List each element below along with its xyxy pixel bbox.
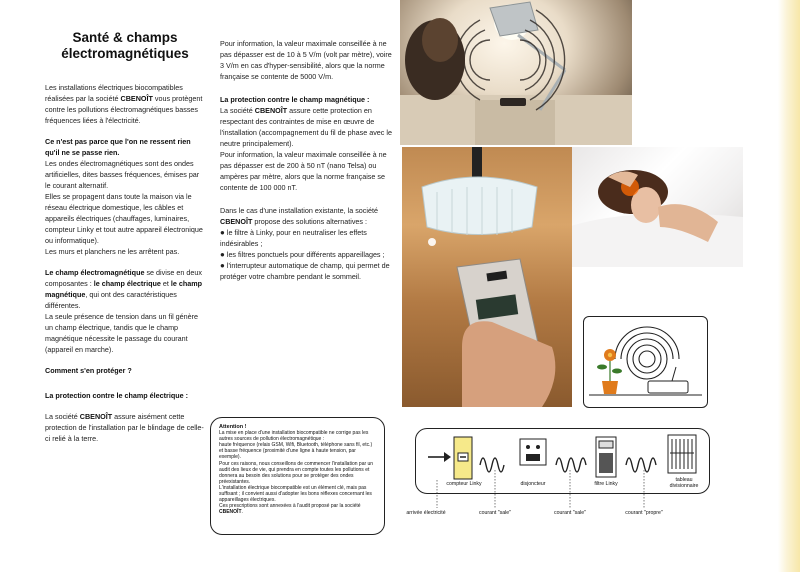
label-compteur: compteur Linky xyxy=(446,481,482,487)
electric-value-paragraph: Pour information, la valeur maximale conseillée à ne pas dépasser est de 10 à 5 V/m (volt par mètre), voire 3 V/m en cas d'hyper-sensibilité, alors que la norme française se contente de 5000 V/m. xyxy=(220,39,392,81)
tension-paragraph: La seule présence de tension dans un fil génère un champ électrique, tandis que le champ magnétique nécessite le passage du courant (appareil en marche). xyxy=(45,312,199,354)
attention-line xyxy=(219,503,376,515)
label-courant-sale-2: courant "sale" xyxy=(554,510,586,516)
attention-line: La mise en place d'une installation biocompatible ne corrige pas les autres sources de pollution électromagnétique : xyxy=(219,430,369,443)
walls-paragraph: Les murs et planchers ne les arrêtent pas. xyxy=(45,247,180,256)
magnetic-section xyxy=(220,94,392,193)
bullet-icon: ● xyxy=(220,228,225,237)
text-fragment: . xyxy=(241,509,243,516)
text-fragment: propose des solutions alternatives : xyxy=(252,217,368,226)
electric-protection-paragraph xyxy=(45,411,205,444)
electric-field-term: le champ électrique xyxy=(93,279,161,288)
propagation-paragraph: Elles se propagent dans toute la maison via le réseau électrique domestique, les câbles et appareils électriques (chauffages, luminaires, compteur Linky et tout autre appareil électronique ou informatique). xyxy=(45,192,203,245)
text-fragment: se divise en deux composantes : xyxy=(45,268,202,288)
column-left xyxy=(45,30,205,454)
intro-paragraph xyxy=(45,82,205,126)
bullet-text: les filtres ponctuels pour différents appareillages ; xyxy=(224,250,385,259)
heading-electric-protection: La protection contre le champ électrique : xyxy=(45,391,188,400)
bullet-linky-filter xyxy=(220,227,392,249)
bullet-icon: ● xyxy=(220,261,225,270)
alternatives-section xyxy=(220,205,392,282)
bullet-text: l'interrupteur automatique de champ, qui permet de protéger votre chambre pendant le sommeil. xyxy=(220,261,390,281)
desk-lamp-photo xyxy=(400,0,632,145)
page-edge-decoration xyxy=(778,0,800,572)
waves-paragraph: Les ondes électromagnétiques sont des ondes artificielles, dites basses fréquences, émises par le courant alternatif. xyxy=(45,159,200,190)
meter-illustration xyxy=(402,147,572,407)
page-title: Santé & champs électromagnétiques xyxy=(61,30,189,61)
attention-line: L'installation électrique biocompatible est un élément clé, mais pas suffisant ; il convient aussi d'adopter les bons réflexes concernant les appareillages électriques. xyxy=(219,484,372,504)
text-fragment: Ces prescriptions sont annexées à l'audit proposé par la société xyxy=(219,503,361,510)
attention-title: Attention ! xyxy=(219,424,247,430)
electric-circuit-diagram xyxy=(415,428,710,494)
label-courant-propre: courant "propre" xyxy=(625,510,663,516)
label-arrivee: arrivée électricité xyxy=(406,510,446,516)
bullet-point-filters xyxy=(220,249,392,260)
bullet-field-switch xyxy=(220,260,392,282)
emf-meter-photo xyxy=(402,147,572,407)
text-fragment: La société xyxy=(220,106,255,115)
text-fragment: La société xyxy=(45,412,80,421)
heading-how-protect: Comment s'en protéger ? xyxy=(45,366,132,375)
column-middle xyxy=(220,38,392,294)
magnetic-field-term: le champ magnétique xyxy=(45,279,203,299)
label-courant-sale-1: courant "sale" xyxy=(479,510,511,516)
field-components-paragraph xyxy=(45,267,205,355)
brand-name: CBENOÎT xyxy=(219,509,242,516)
brand-name: CBENOÎT xyxy=(254,106,288,115)
label-tableau: tableau divisionnaire xyxy=(669,477,699,489)
plant-router-illustration xyxy=(583,316,708,408)
attention-box xyxy=(210,417,385,535)
intro-text-end: vous protègent contre les pollutions électromagnétiques basses fréquences liées à l'électricité. xyxy=(45,94,203,125)
heading-nothing-felt: Ce n'est pas parce que l'on ne ressent rien qu'il ne se passe rien. xyxy=(45,137,191,157)
heading-magnetic-protection: La protection contre le champ magnétique : xyxy=(220,95,370,104)
woman-illustration xyxy=(568,147,743,267)
text-fragment: Dans le cas d'une installation existante, la société xyxy=(220,206,378,215)
magnetic-value-paragraph: Pour information, la valeur maximale conseillée à ne pas dépasser est de 200 à 50 nT (nano Telsa) ou ampères par mètre, alors que la norme française se contente de 100 000 nT. xyxy=(220,150,387,192)
em-field-term: Le champ électromagnétique xyxy=(45,268,145,277)
intro-text-start: Les installations électriques biocompatibles réalisées par la société xyxy=(45,83,183,103)
brand-name: CBENOÎT xyxy=(79,412,113,421)
label-filtre: filtre Linky xyxy=(594,481,618,487)
brand-name: CBENOÎT xyxy=(220,217,253,226)
bullet-icon: ● xyxy=(220,250,225,259)
bullet-text: le filtre à Linky, pour en neutraliser les effets indésirables ; xyxy=(220,228,367,248)
section-one xyxy=(45,136,205,257)
text-fragment: assure cette protection en respectant des contraintes de mise en œuvre de l'installation (accompagnement du fil de phase avec le neutre principalement). xyxy=(220,106,392,148)
label-disjoncteur: disjoncteur xyxy=(520,481,546,487)
plant-wifi-icon xyxy=(584,317,707,407)
lamp-illustration xyxy=(400,0,632,145)
text-fragment: et xyxy=(160,279,171,288)
text-fragment: assure aisément cette protection de l'installation par le blindage de celle-ci relié à la terre. xyxy=(45,412,204,443)
brand-name: CBENOÎT xyxy=(120,94,153,103)
headache-woman-photo xyxy=(568,147,743,267)
attention-line: Pour ces raisons, nous conseillons de commencer l'installation par un audit des lieux de vie, qui prendra en compte toutes les pollutions et donnera au besoin des solutions pour se protéger des ondes préexistantes. xyxy=(219,460,374,485)
attention-line: haute fréquence (relais GSM, Wifi, Bluetooth, téléphone sans fil, etc.) et basse fréquence (proximité d'une ligne à haute tension, par exemple). xyxy=(219,442,373,461)
text-fragment: , qui ont des caractéristiques différentes. xyxy=(45,290,177,310)
